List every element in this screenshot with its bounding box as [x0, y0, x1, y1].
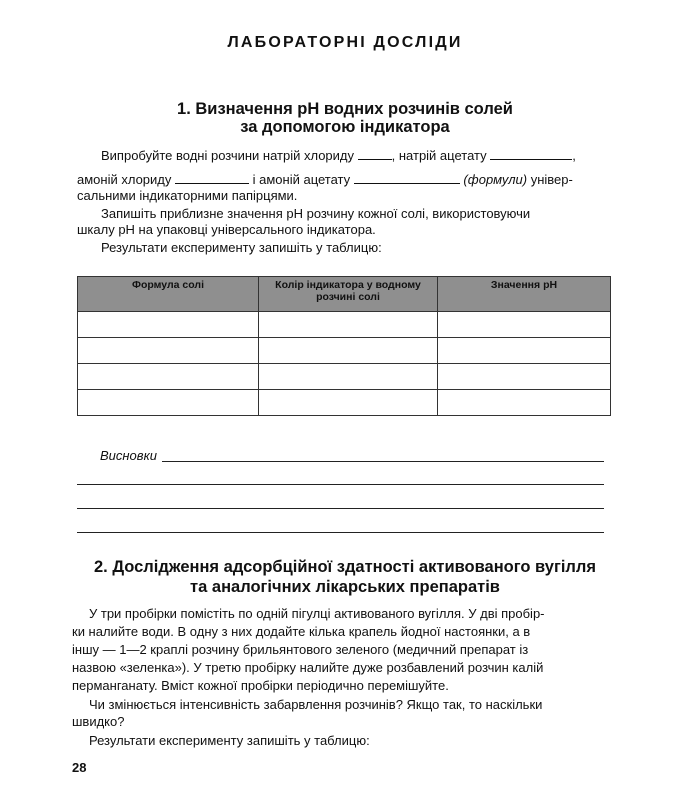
table-cell[interactable] — [438, 364, 611, 390]
section2-title-line2: та аналогічних лікарських препаратів — [190, 578, 500, 596]
section1-paragraph3-line1: Запишіть приблизне значення рН розчину кожної солі, використовуючи — [101, 206, 531, 221]
table-row — [78, 390, 611, 416]
section1-paragraph2-cont: сальними індикаторними папірцями. — [77, 188, 298, 203]
section1-paragraph1: Випробуйте водні розчини натрій хлориду , натрій ацетату , — [101, 148, 576, 163]
conclusions-line[interactable] — [77, 532, 604, 533]
conclusions-line[interactable] — [77, 508, 604, 509]
table-cell[interactable] — [259, 312, 438, 338]
conclusions-line[interactable] — [77, 484, 604, 485]
section2-paragraph3: Результати експерименту запишіть у таблицю: — [89, 733, 370, 748]
table-cell[interactable] — [438, 312, 611, 338]
page-heading: ЛАБОРАТОРНІ ДОСЛІДИ — [227, 34, 463, 51]
section2-paragraph1-line1: У три пробірки помістіть по одній пігулці активованого вугілля. У дві пробір- — [89, 606, 545, 621]
section2-paragraph1-line2: ки налийте води. В одну з них додайте кілька крапель йодної настоянки, а в — [72, 624, 531, 639]
section1-title-line1: 1. Визначення рН водних розчинів солей — [177, 100, 513, 118]
table-cell[interactable] — [259, 390, 438, 416]
section1-paragraph3-line2: шкалу рН на упаковці універсального індикатора. — [77, 222, 376, 237]
table-row — [78, 364, 611, 390]
table-cell[interactable] — [78, 364, 259, 390]
section1-paragraph2: амоній хлориду і амоній ацетату (формули) універ- — [77, 172, 573, 187]
section2-paragraph1-line5: перманганату. Вміст кожної пробірки періодично перемішуйте. — [72, 678, 449, 693]
table-cell[interactable] — [78, 338, 259, 364]
section2-paragraph2-line1: Чи змінюється інтенсивність забарвлення розчинів? Якщо так, то наскільки — [89, 697, 543, 712]
table-cell[interactable] — [78, 312, 259, 338]
blank-sodium-chloride[interactable] — [358, 148, 392, 160]
table-header-ph: Значення рН — [438, 277, 611, 312]
section2-paragraph1-line3: іншу — 1—2 краплі розчину брильянтового зеленого (медичний препарат із — [72, 642, 529, 657]
section2-title-line1: 2. Дослідження адсорбційної здатності активованого вугілля — [93, 558, 597, 576]
section2-paragraph2-line2: швидко? — [72, 714, 125, 729]
conclusions-label: Висновки — [100, 448, 157, 463]
results-table — [77, 276, 611, 416]
blank-ammonium-acetate[interactable] — [354, 172, 460, 184]
blank-sodium-acetate[interactable] — [490, 148, 572, 160]
table-cell[interactable] — [438, 390, 611, 416]
table-cell[interactable] — [78, 390, 259, 416]
page-number: 28 — [72, 760, 87, 775]
section1-title-line2: за допомогою індикатора — [240, 118, 450, 136]
table-cell[interactable] — [259, 338, 438, 364]
table-cell[interactable] — [259, 364, 438, 390]
table-row — [78, 312, 611, 338]
section2-paragraph1-line4: назвою «зеленка»). У третю пробірку налийте дуже розбавлений розчин калій — [72, 660, 544, 675]
section1-paragraph4: Результати експерименту запишіть у таблицю: — [101, 240, 382, 255]
table-header-color: Колір індикатора у водному розчині солі — [259, 277, 438, 312]
table-cell[interactable] — [438, 338, 611, 364]
table-row — [78, 338, 611, 364]
blank-ammonium-chloride[interactable] — [175, 172, 249, 184]
conclusions-line[interactable] — [162, 461, 604, 462]
table-header-formula: Формула солі — [78, 277, 259, 312]
